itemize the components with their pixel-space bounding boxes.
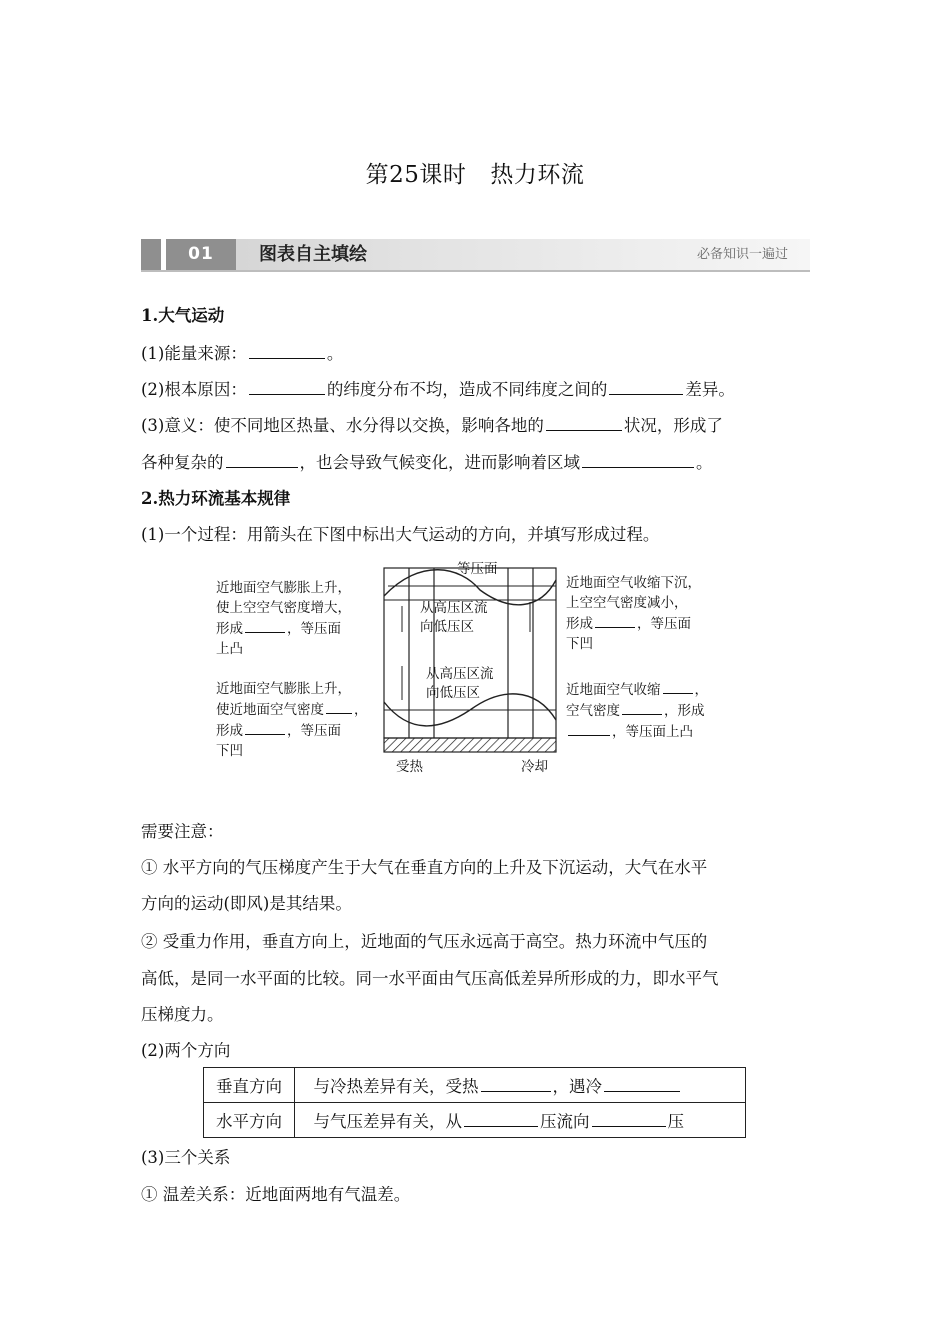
blank-root-cause-1[interactable] [249,378,325,395]
left-bottom-line-4: 下凹 [216,743,243,759]
significance-text-4: ，也会导致气候变化，进而影响着区域 [299,453,580,472]
vertical-text-b: ，遇冷 [552,1077,602,1096]
right-top-line-3b: ，等压面 [637,616,691,632]
left-bottom-line-3 [216,720,368,741]
row-horizontal-content [295,1103,746,1138]
row-vertical-header: 垂直方向 [204,1068,295,1103]
right-bottom-line-3 [566,721,708,742]
note-2-line-1: ② 受重力作用，垂直方向上，近地面的气压永远高于高空。热力环流中气压的 [141,932,708,951]
note-2-line-2: 高低，是同一水平面的比较。同一水平面由气压高低差异所形成的力，即水平气 [141,969,719,988]
blank-horizontal-from[interactable] [464,1110,538,1127]
one-process-line: (1)一个过程：用箭头在下图中标出大气运动的方向，并填写形成过程。 [141,525,660,544]
left-top-line-2: 使上空空气密度增大， [216,600,351,616]
blank-right-top[interactable] [595,613,635,628]
right-bottom-line-2 [566,700,708,721]
section-name: 图表自主填绘 [259,244,367,265]
row-horizontal-header: 水平方向 [204,1103,295,1138]
right-top-line-3 [566,613,701,634]
left-bottom-line-1: 近地面空气膨胀上升， [216,681,351,697]
significance-line-2 [141,449,713,473]
left-top-line-3b: ，等压面 [287,621,341,637]
upper-flow-label-2: 向低压区 [420,619,474,635]
cooled-label: 冷却 [521,759,548,775]
significance-text-5: 。 [696,453,713,472]
root-cause-middle: 的纬度分布不均，造成不同纬度之间的 [326,380,608,399]
left-bottom-annotation [216,679,368,761]
left-top-line-4: 上凸 [216,641,243,657]
two-directions-heading: (2)两个方向 [141,1041,231,1060]
section-tag: 必备知识一遍过 [696,247,788,262]
blank-right-bottom-form[interactable] [568,721,610,736]
left-top-line-3a: 形成 [216,621,243,637]
left-bottom-line-3b: ，等压面 [287,723,341,739]
note-2-line-3: 压梯度力。 [141,1005,224,1024]
energy-source-label: (1)能量来源： [141,344,247,363]
blank-significance-1[interactable] [546,414,622,431]
upper-flow-label-1: 从高压区流 [420,600,488,616]
significance-text-1: (3)意义：使不同地区热量、水分得以交换，影响各地的 [141,416,544,435]
heading-thermal-circulation: 2.热力环流基本规律 [141,489,291,508]
section-header [141,239,810,270]
blank-vertical-heated[interactable] [481,1075,551,1092]
section-number: 01 [166,239,236,270]
lesson-number: 第25课时 [365,162,467,188]
significance-text-3: 各种复杂的 [141,453,224,472]
diagram-frame [384,568,556,738]
blank-right-bottom-density[interactable] [622,700,662,715]
left-bottom-line-2a: 使近地面空气密度 [216,702,324,718]
heading-atmospheric-motion: 1.大气运动 [141,306,225,325]
significance-line-1 [141,412,723,436]
root-cause-line [141,376,735,400]
notes-heading: 需要注意： [141,822,224,841]
section-underline [141,270,810,272]
right-bottom-line-1 [566,679,708,700]
left-bottom-line-3a: 形成 [216,723,243,739]
table-row [204,1068,746,1103]
right-top-annotation [566,573,701,654]
three-relations-heading: (3)三个关系 [141,1148,231,1167]
left-bottom-line-2b: ， [354,702,368,718]
row-vertical-content [295,1068,746,1103]
blank-left-bottom-density[interactable] [326,699,352,714]
energy-source-end: 。 [326,344,344,363]
blank-significance-3[interactable] [582,451,694,468]
root-cause-label: (2)根本原因： [141,380,247,399]
blank-right-bottom-contract[interactable] [663,679,693,694]
right-bottom-annotation [566,679,708,742]
page-title [0,156,950,189]
heated-label: 受热 [396,759,423,775]
blank-energy-source[interactable] [249,342,325,359]
right-top-line-2: 上空空气密度减小， [566,595,688,611]
isobar-label: 等压面 [457,561,498,577]
blank-vertical-cooled[interactable] [604,1075,680,1092]
horizontal-text-c: 压 [667,1112,684,1131]
lower-flow-label-2: 向低压区 [426,685,480,701]
left-top-annotation [216,578,351,659]
horizontal-text-a: 与气压差异有关，从 [313,1112,462,1131]
blank-horizontal-to[interactable] [592,1110,666,1127]
note-1-line-2: 方向的运动(即风)是其结果。 [141,894,352,913]
left-top-line-3 [216,618,351,639]
significance-text-2: 状况，形成了 [623,416,723,435]
temperature-relation-line: ① 温差关系：近地面两地有气温差。 [141,1185,411,1204]
right-bottom-line-1a: 近地面空气收缩 [566,682,661,698]
right-bottom-line-2a: 空气密度 [566,703,620,719]
thermal-circulation-diagram [380,560,560,760]
vertical-text-a: 与冷热差异有关，受热 [313,1077,479,1096]
blank-root-cause-2[interactable] [609,378,683,395]
two-directions-table [203,1067,746,1138]
blank-significance-2[interactable] [226,451,298,468]
left-top-line-1: 近地面空气膨胀上升， [216,580,351,596]
blank-left-top[interactable] [245,618,285,633]
table-row [204,1103,746,1138]
note-1-line-1: ① 水平方向的气压梯度产生于大气在垂直方向的上升及下沉运动，大气在水平 [141,858,708,877]
right-bottom-line-1b: ， [694,682,708,698]
right-top-line-3a: 形成 [566,616,593,632]
lower-flow-label-1: 从高压区流 [426,666,494,682]
lesson-topic: 热力环流 [490,162,585,188]
blank-left-bottom-form[interactable] [245,720,285,735]
section-number-divider [161,239,166,270]
energy-source-line [141,340,343,364]
right-bottom-line-3b: ，等压面上凸 [612,724,693,740]
right-bottom-line-2b: ，形成 [664,703,705,719]
right-top-line-1: 近地面空气收缩下沉， [566,575,701,591]
left-bottom-line-2 [216,699,368,720]
root-cause-end: 差异。 [685,380,735,399]
ground-surface [384,738,556,752]
horizontal-text-b: 压流向 [540,1112,590,1131]
right-top-line-4: 下凹 [566,636,593,652]
